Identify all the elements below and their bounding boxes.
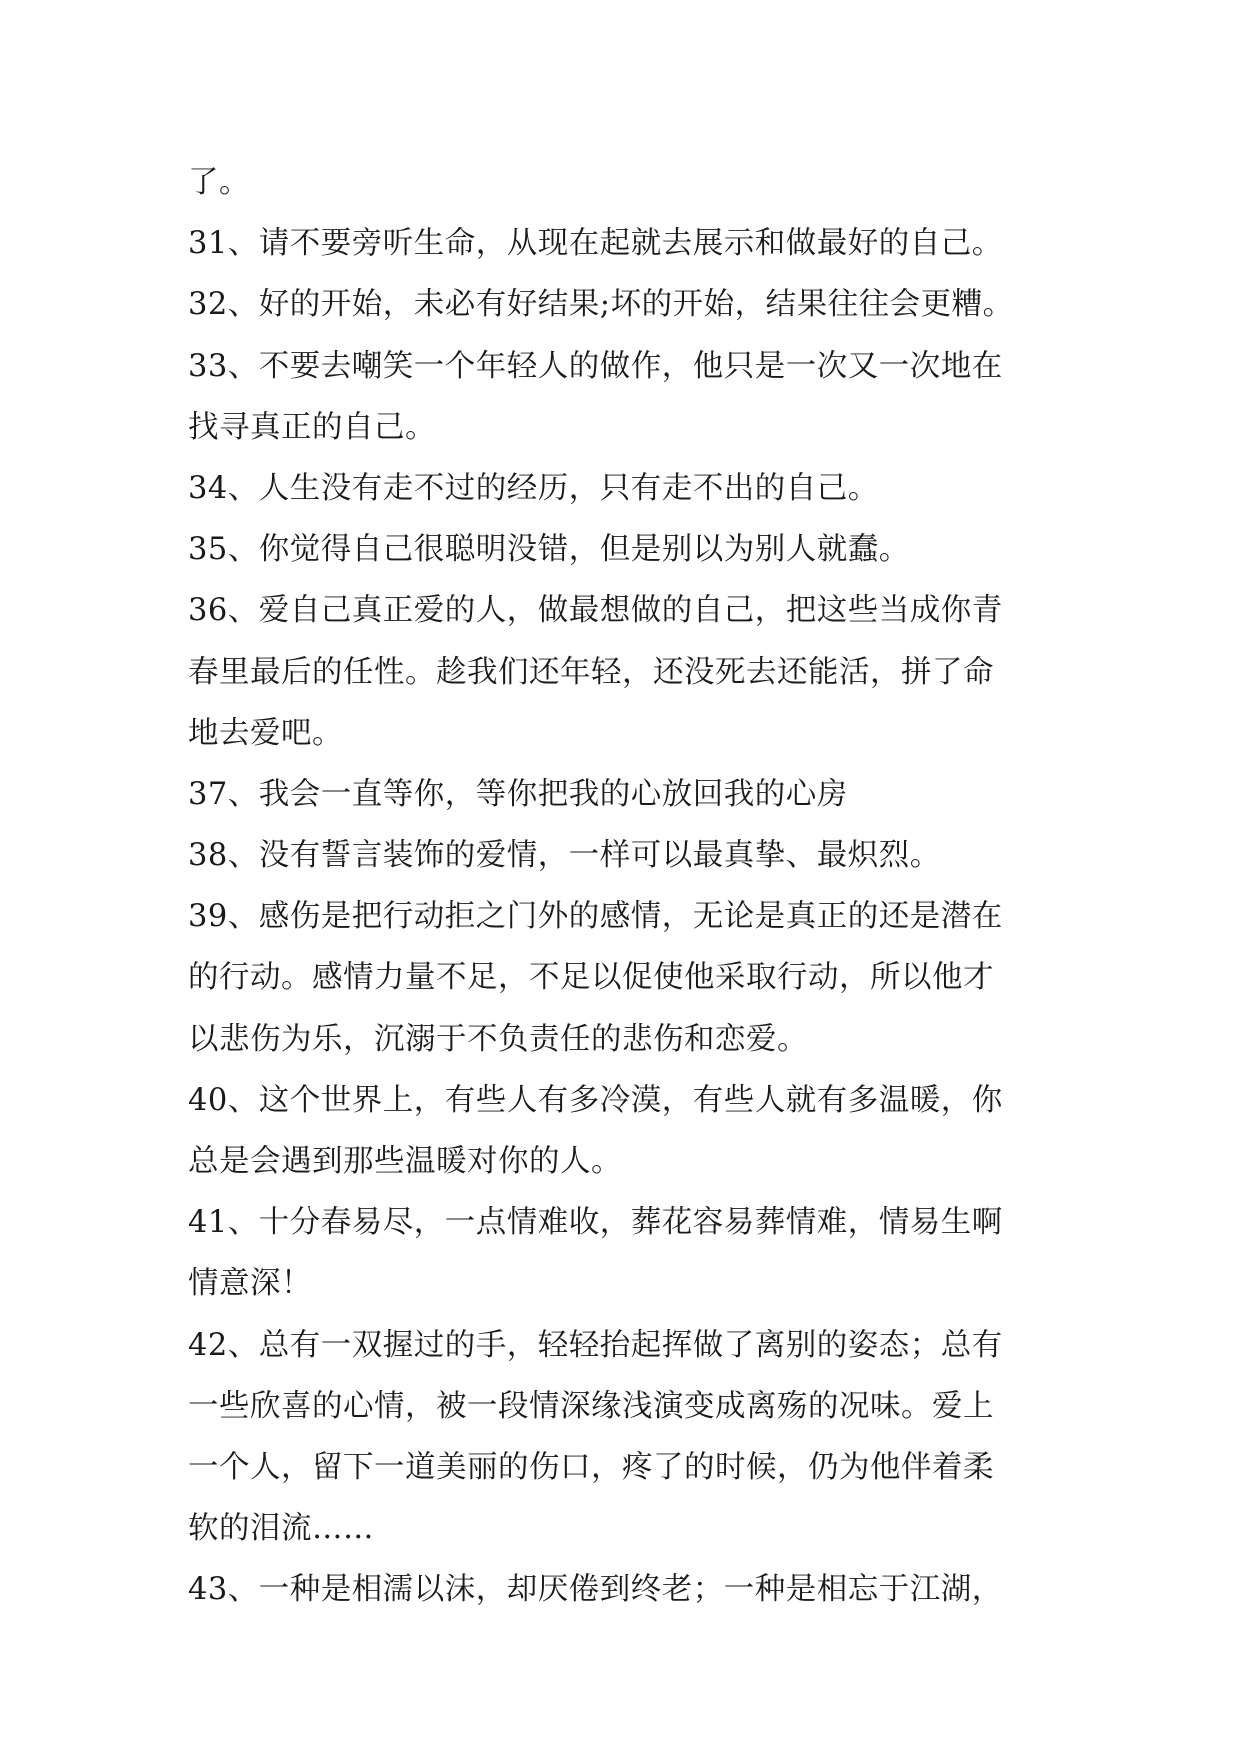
text-line: 31、请不要旁听生命，从现在起就去展示和做最好的自己。	[188, 226, 1003, 262]
text-line: 43、一种是相濡以沫，却厌倦到终老；一种是相忘于江湖，	[188, 1572, 1003, 1608]
text-line: 以悲伤为乐，沉溺于不负责任的悲伤和恋爱。	[188, 1021, 808, 1057]
text-line: 40、这个世界上，有些人有多冷漠，有些人就有多温暖，你	[188, 1082, 1003, 1118]
text-line: 春里最后的任性。趁我们还年轻，还没死去还能活，拼了命	[188, 654, 994, 690]
text-line: 找寻真正的自己。	[188, 409, 436, 445]
text-line: 一个人，留下一道美丽的伤口，疼了的时候，仍为他伴着柔	[188, 1449, 994, 1485]
text-line: 32、好的开始，未必有好结果;坏的开始，结果往往会更糟。	[188, 287, 1014, 323]
text-line: 情意深！	[188, 1266, 312, 1302]
text-line: 34、人生没有走不过的经历，只有走不出的自己。	[188, 470, 879, 506]
text-line: 一些欣喜的心情，被一段情深缘浅演变成离殇的况味。爱上	[188, 1388, 994, 1424]
text-line: 42、总有一双握过的手，轻轻抬起挥做了离别的姿态；总有	[188, 1327, 1003, 1363]
text-line: 35、你觉得自己很聪明没错，但是别以为别人就蠢。	[188, 532, 910, 568]
text-line: 41、十分春易尽，一点情难收，葬花容易葬情难，情易生啊	[188, 1205, 1003, 1241]
text-line: 39、感伤是把行动拒之门外的感情，无论是真正的还是潜在	[188, 899, 1003, 935]
text-line: 33、不要去嘲笑一个年轻人的做作，他只是一次又一次地在	[188, 348, 1003, 384]
text-line: 总是会遇到那些温暖对你的人。	[188, 1144, 622, 1179]
text-line: 37、我会一直等你，等你把我的心放回我的心房	[188, 776, 848, 812]
text-line: 36、爱自己真正爱的人，做最想做的自己，把这些当成你青	[188, 593, 1003, 629]
text-line: 地去爱吧。	[188, 715, 343, 751]
text-line: 软的泪流……	[188, 1511, 374, 1547]
text-line: 的行动。感情力量不足，不足以促使他采取行动，所以他才	[188, 960, 994, 996]
text-line: 38、没有誓言装饰的爱情，一样可以最真挚、最炽烈。	[188, 838, 941, 874]
document-body	[188, 152, 1128, 1621]
text-line: 了。	[188, 165, 250, 200]
